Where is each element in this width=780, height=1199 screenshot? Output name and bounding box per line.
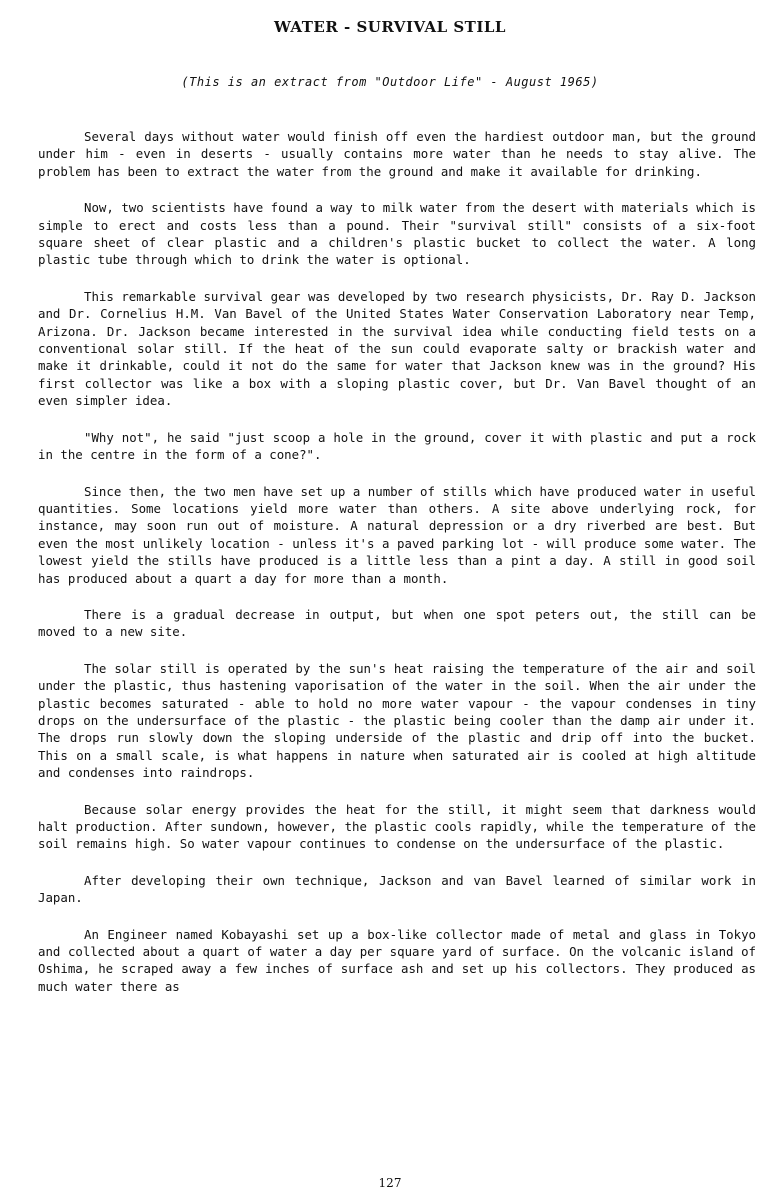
page-title: WATER - SURVIVAL STILL [274,18,506,36]
paragraph: After developing their own technique, Jackson and van Bavel learned of similar work in Japan. [38,872,756,906]
paragraph: This remarkable survival gear was developed by two research physicists, Dr. Ray D. Jackson and Dr. Cornelius H.M. Van Bavel of the United States Water Conservation Laboratory near Temp, Arizona. Dr. Jackson became interested in the survival idea while conducting field tests on a conventional solar still. If the heat of the sun could evaporate salty or brackish water and make it drinkable, could it not do the same for water that Jackson knew was in the ground? His first collector was like a box with a sloping plastic cover, but Dr. Van Bavel thought of an even simpler idea. [38,288,756,409]
article-body [38,128,756,1014]
source-subtitle: (This is an extract from "Outdoor Life" - August 1965) [181,75,599,89]
paragraph: An Engineer named Kobayashi set up a box-like collector made of metal and glass in Tokyo and collected about a quart of water a day per square yard of surface. On the volcanic island of Oshima, he scraped away a few inches of surface ash and set up his collectors. They produced as much water there as [38,926,756,994]
page-number: 127 [378,1176,402,1190]
paragraph: There is a gradual decrease in output, but when one spot peters out, the still can be moved to a new site. [38,606,756,640]
paragraph: Several days without water would finish off even the hardiest outdoor man, but the ground under him - even in deserts - usually contains more water than he needs to stay alive. The problem has been to extract the water from the ground and make it available for drinking. [38,129,756,179]
paragraph: Because solar energy provides the heat for the still, it might seem that darkness would halt production. After sundown, however, the plastic cools rapidly, while the temperature of the soil remains high. So water vapour continues to condense on the undersurface of the plastic. [38,801,756,852]
paragraph: The solar still is operated by the sun's heat raising the temperature of the air and soil under the plastic, thus hastening vaporisation of the water in the soil. When the air under the plastic becomes saturated - able to hold no more water vapour - the vapour condenses in tiny drops on the undersurface of the plastic - the plastic being cooler than the damp air under it. The drops run slowly down the sloping underside of the plastic and drip off into the bucket. This on a small scale, is what happens in nature when saturated air is cooled at high altitude and condenses into raindrops. [38,660,756,781]
paragraph: Since then, the two men have set up a number of stills which have produced water in useful quantities. Some locations yield more water than others. A site above underlying rock, for instance, may soon run out of moisture. A natural depression or a dry riverbed are best. But even the most unlikely location - unless it's a paved parking lot - will produce some water. The lowest yield the stills have produced is a little less than a pint a day. A still in good soil has produced about a quart a day for more than a month. [38,483,756,586]
paragraph: "Why not", he said "just scoop a hole in the ground, cover it with plastic and put a rock in the centre in the form of a cone?". [38,429,756,463]
paragraph: Now, two scientists have found a way to milk water from the desert with materials which is simple to erect and costs less than a pound. Their "survival still" consists of a six-foot square sheet of clear plastic and a children's plastic bucket to collect the water. A long plastic tube through which to drink the water is optional. [38,200,756,268]
